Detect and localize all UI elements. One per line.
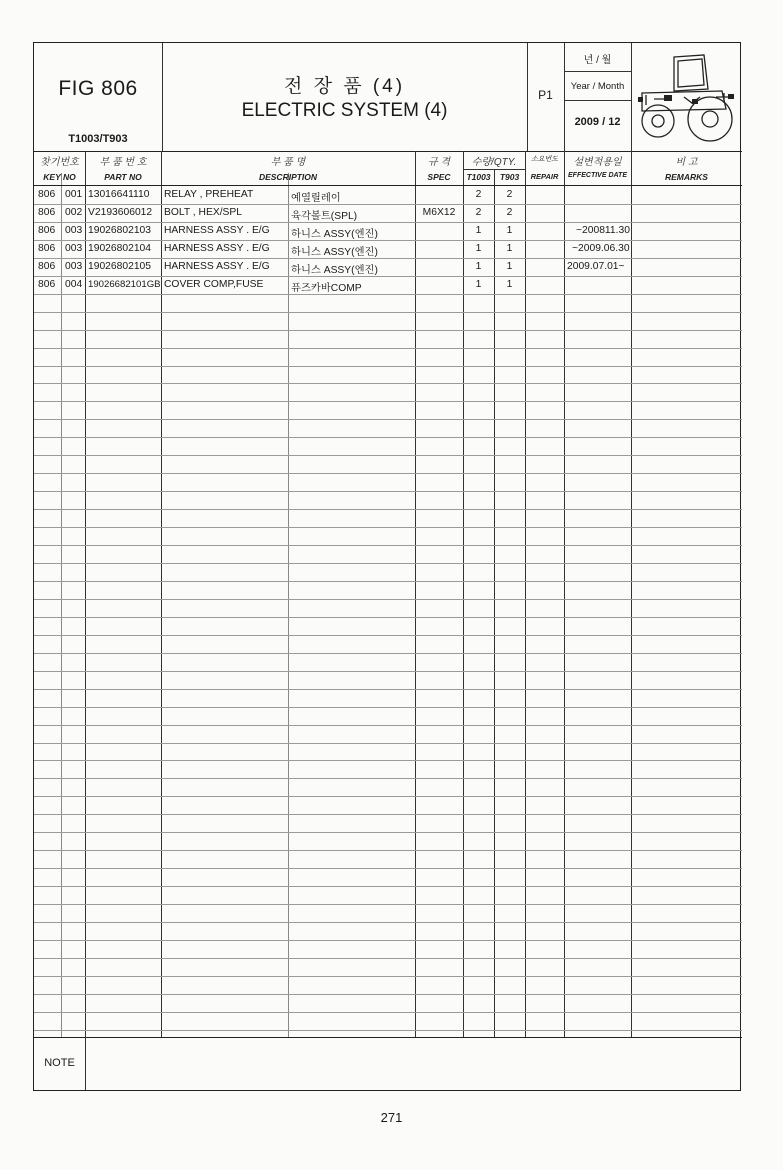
row-rule (34, 671, 742, 672)
effective-date-cell: ~2009.06.30 (572, 242, 630, 254)
row-rule (34, 419, 742, 420)
row-rule (34, 599, 742, 600)
col-spec-en: SPEC (427, 172, 451, 182)
qty-t903-cell: 1 (506, 278, 513, 290)
row-rule (34, 940, 742, 941)
row-rule (34, 348, 742, 349)
col-desc-ko: 부 품 명 (270, 157, 306, 168)
row-rule (34, 617, 742, 618)
qty-t903-cell: 2 (506, 206, 513, 218)
qty-t903-cell: 1 (506, 260, 513, 272)
row-rule (34, 240, 742, 241)
row-rule (34, 312, 742, 313)
col-qty-t1003: T1003 (466, 172, 491, 182)
row-rule (34, 886, 742, 887)
year-month-ko: 년 / 월 (583, 55, 612, 66)
row-rule (34, 294, 742, 295)
col-key-no-ko: 찾기번호 (40, 157, 79, 168)
row-rule (34, 330, 742, 331)
row-rule (34, 796, 742, 797)
row-rule (34, 545, 742, 546)
row-rule (34, 976, 742, 977)
fig-number: FIG 806 (58, 77, 138, 100)
parts-sheet (33, 42, 741, 1091)
desc-ko-cell: 퓨즈카바COMP (291, 282, 362, 294)
row-rule (34, 743, 742, 744)
part-no-cell: 19026802103 (88, 224, 151, 236)
row-rule (34, 707, 742, 708)
part-no-cell: 19026682101GB (88, 278, 161, 290)
qty-t903-cell: 1 (506, 242, 513, 254)
row-rule (34, 204, 742, 205)
key-cell: 003 (65, 224, 83, 236)
row-rule (34, 527, 742, 528)
row-rule (34, 563, 742, 564)
qty-t1003-cell: 1 (475, 278, 482, 290)
row-rule (34, 689, 742, 690)
row-rule (34, 922, 742, 923)
desc-en-cell: BOLT , HEX/SPL (164, 206, 243, 218)
fig-cell: 806 (38, 206, 56, 218)
row-rule (34, 778, 742, 779)
part-no-cell: 13016641110 (88, 189, 150, 200)
row-rule (34, 437, 742, 438)
row-rule (34, 760, 742, 761)
col-qty-t903: T903 (499, 172, 520, 182)
row-rule (34, 258, 742, 259)
col-spec-ko: 규 격 (427, 157, 451, 168)
row-rule (34, 994, 742, 995)
desc-en-cell: HARNESS ASSY . E/G (164, 224, 270, 236)
row-rule (34, 725, 742, 726)
row-rule (34, 814, 742, 815)
title-english: ELECTRIC SYSTEM (4) (241, 100, 448, 121)
col-effective-ko: 설변적용일 (573, 157, 622, 168)
row-rule (34, 222, 742, 223)
row-rule (34, 904, 742, 905)
row-rule (34, 868, 742, 869)
col-repair-ko: 소요번도 (530, 156, 559, 163)
qty-t1003-cell: 1 (475, 224, 482, 236)
key-cell: 002 (65, 206, 83, 218)
model-codes: T1003/T903 (68, 133, 128, 145)
fig-cell: 806 (38, 189, 56, 200)
desc-ko-cell: 하니스 ASSY(엔진) (291, 228, 378, 240)
row-rule (34, 276, 742, 277)
col-desc-en: DESCRIPTION (258, 172, 318, 182)
desc-ko-cell: 육각볼트(SPL) (291, 210, 358, 222)
page-number: 271 (380, 1110, 403, 1125)
title-korean: 전 장 품 (4) (283, 76, 406, 97)
fig-cell: 806 (38, 224, 56, 236)
row-rule (34, 383, 742, 384)
row-rule (34, 473, 742, 474)
qty-t1003-cell: 2 (475, 206, 482, 218)
col-qty: 수량/QTY. (471, 157, 517, 168)
col-part-no-en: PART NO (104, 172, 142, 182)
col-remarks-en: REMARKS (665, 172, 708, 182)
col-repair-en: REPAIR (530, 172, 559, 181)
fig-cell: 806 (38, 260, 56, 272)
row-rule (34, 1030, 742, 1031)
row-rule (34, 366, 742, 367)
desc-ko-cell: 예열릴레이 (291, 193, 341, 204)
row-rule (34, 491, 742, 492)
qty-t903-cell: 2 (506, 189, 513, 200)
row-rule (34, 653, 742, 654)
qty-t1003-cell: 2 (475, 189, 482, 200)
desc-ko-cell: 하니스 ASSY(엔진) (291, 246, 378, 258)
row-rule (34, 455, 742, 456)
effective-date-cell: 2009.07.01~ (567, 260, 625, 272)
row-rule (34, 635, 742, 636)
issue-date: 2009 / 12 (574, 116, 621, 128)
row-rule (34, 958, 742, 959)
col-part-no-ko: 부 품 번 호 (99, 157, 147, 168)
spec-cell: M6X12 (422, 206, 456, 218)
row-rule (34, 850, 742, 851)
row-rule (34, 509, 742, 510)
key-cell: 003 (65, 242, 83, 254)
desc-en-cell: HARNESS ASSY . E/G (164, 260, 270, 272)
desc-en-cell: COVER COMP,FUSE (164, 278, 264, 290)
row-rule (34, 832, 742, 833)
key-cell: 004 (65, 278, 83, 290)
part-no-cell: V2193606012 (88, 206, 153, 218)
effective-date-cell: ~200811.30 (576, 224, 630, 236)
desc-en-cell: HARNESS ASSY . E/G (164, 242, 270, 254)
key-cell: 001 (65, 189, 83, 200)
qty-t1003-cell: 1 (475, 260, 482, 272)
key-cell: 003 (65, 260, 83, 272)
page-label: P1 (538, 88, 553, 102)
fig-cell: 806 (38, 242, 56, 254)
qty-t1003-cell: 1 (475, 242, 482, 254)
tractor-electric-icon (634, 47, 738, 147)
row-rule (34, 1012, 742, 1013)
note-label: NOTE (44, 1057, 75, 1069)
part-no-cell: 19026802104 (88, 242, 151, 254)
desc-ko-cell: 하니스 ASSY(엔진) (291, 264, 378, 276)
fig-cell: 806 (38, 278, 56, 290)
part-no-cell: 19026802105 (88, 260, 151, 272)
col-key-no-en: KEY NO (43, 172, 76, 182)
qty-t903-cell: 1 (506, 224, 513, 236)
col-remarks-ko: 비 고 (675, 157, 698, 168)
desc-en-cell: RELAY , PREHEAT (164, 189, 254, 200)
row-rule (34, 581, 742, 582)
row-rule (34, 401, 742, 402)
year-month-en: Year / Month (570, 81, 625, 92)
col-effective-en: EFFECTIVE DATE (568, 172, 627, 179)
